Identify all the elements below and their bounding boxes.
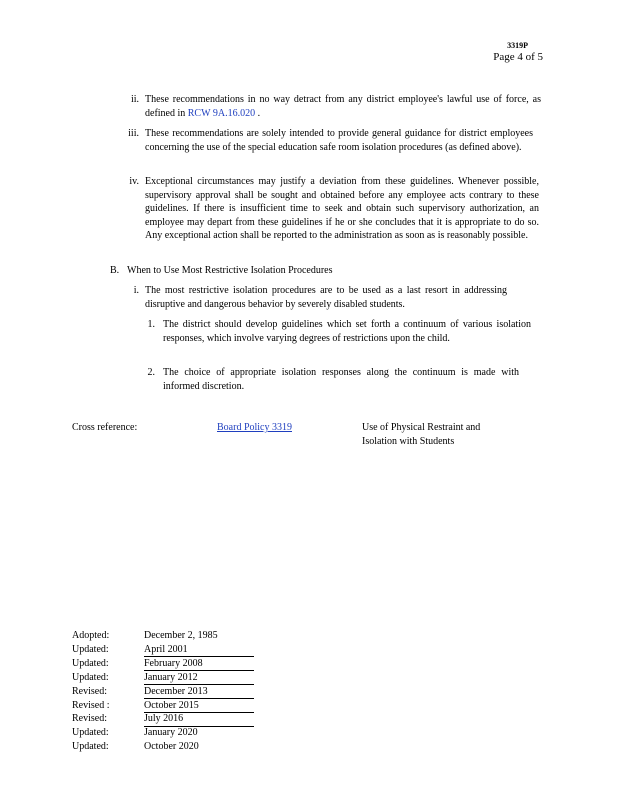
page-number: Page 4 of 5 — [493, 51, 543, 63]
list-marker: iv. — [129, 176, 139, 187]
board-policy-link[interactable]: Board Policy 3319 — [217, 422, 292, 433]
history-label: Updated: — [72, 741, 109, 753]
list-item-text — [145, 93, 541, 120]
list-marker: 2. — [147, 367, 155, 378]
list-item-text: Exceptional circumstances may justify a deviation from these guidelines. Whenever possible, supervisory approval shall be sought and obtained before any employee acts contrary to these guidelines. If there is insufficient time to seek and obtain such supervisory authorization, an employee may depart from these guidelines if he or she concludes that it is appropriate to do so. Any exceptional action shall be reported to the administration as soon as is reasonably possible. — [145, 176, 539, 242]
list-item-iv — [129, 175, 539, 243]
list-marker: i. — [133, 285, 139, 296]
section-b-marker: B. — [110, 265, 120, 276]
history-date: December 2013 — [144, 685, 254, 700]
list-item-text-part: . — [255, 107, 261, 119]
history-row — [72, 740, 262, 754]
list-marker: 1. — [147, 319, 155, 330]
rcw-link[interactable]: RCW 9A.16.020 — [187, 107, 256, 119]
history-date: January 2012 — [144, 671, 254, 686]
cross-reference-label: Cross reference: — [72, 422, 138, 433]
list-item-ii — [130, 93, 541, 120]
list-item-text: The most restrictive isolation procedures are to be used as a last resort in addressing disruptive and dangerous behavior by severely disabled students. — [145, 285, 507, 310]
numbered-item-2 — [147, 366, 519, 393]
history-date: April 2001 — [144, 643, 254, 658]
section-b-title: When to Use Most Restrictive Isolation Procedures — [127, 265, 333, 276]
history-row — [72, 657, 262, 671]
cross-reference-description: Use of Physical Restraint and Isolation with Students — [362, 422, 481, 447]
history-date: October 2015 — [144, 699, 254, 714]
history-label: Revised: — [72, 685, 107, 697]
history-label: Updated: — [72, 727, 109, 739]
history-row — [72, 629, 262, 643]
list-item-text-part: These recommendations in no way detract from any district employee's lawful use of force, as defined in — [145, 94, 541, 119]
numbered-item-1 — [147, 318, 531, 345]
history-row — [72, 712, 262, 726]
list-item-iii — [128, 127, 533, 154]
history-label: Revised : — [72, 699, 110, 711]
list-marker: iii. — [128, 128, 139, 139]
history-row — [72, 643, 262, 657]
history-row — [72, 685, 262, 699]
list-marker: ii. — [130, 94, 139, 105]
list-item-text: The choice of appropriate isolation responses along the continuum is made with informed discretion. — [163, 367, 519, 392]
list-item-text: The district should develop guidelines which set forth a continuum of various isolation responses, which involve varying degrees of restrictions upon the child. — [163, 319, 531, 344]
policy-number: 3319P — [507, 41, 528, 50]
history-date: October 2020 — [144, 741, 199, 753]
history-date: February 2008 — [144, 657, 254, 672]
history-label: Updated: — [72, 671, 109, 683]
history-row — [72, 671, 262, 685]
history-date: January 2020 — [144, 727, 198, 739]
history-label: Updated: — [72, 657, 109, 669]
list-item-i — [133, 284, 507, 311]
history-date: July 2016 — [144, 712, 254, 727]
history-row — [72, 699, 262, 713]
list-item-text: These recommendations are solely intended to provide general guidance for district employees concerning the use of the special education safe room isolation procedures (as defined above). — [145, 128, 533, 153]
history-label: Revised: — [72, 713, 107, 725]
history-label: Adopted: — [72, 630, 110, 641]
history-date: December 2, 1985 — [144, 630, 218, 641]
history-row — [72, 726, 262, 740]
history-label: Updated: — [72, 643, 109, 655]
